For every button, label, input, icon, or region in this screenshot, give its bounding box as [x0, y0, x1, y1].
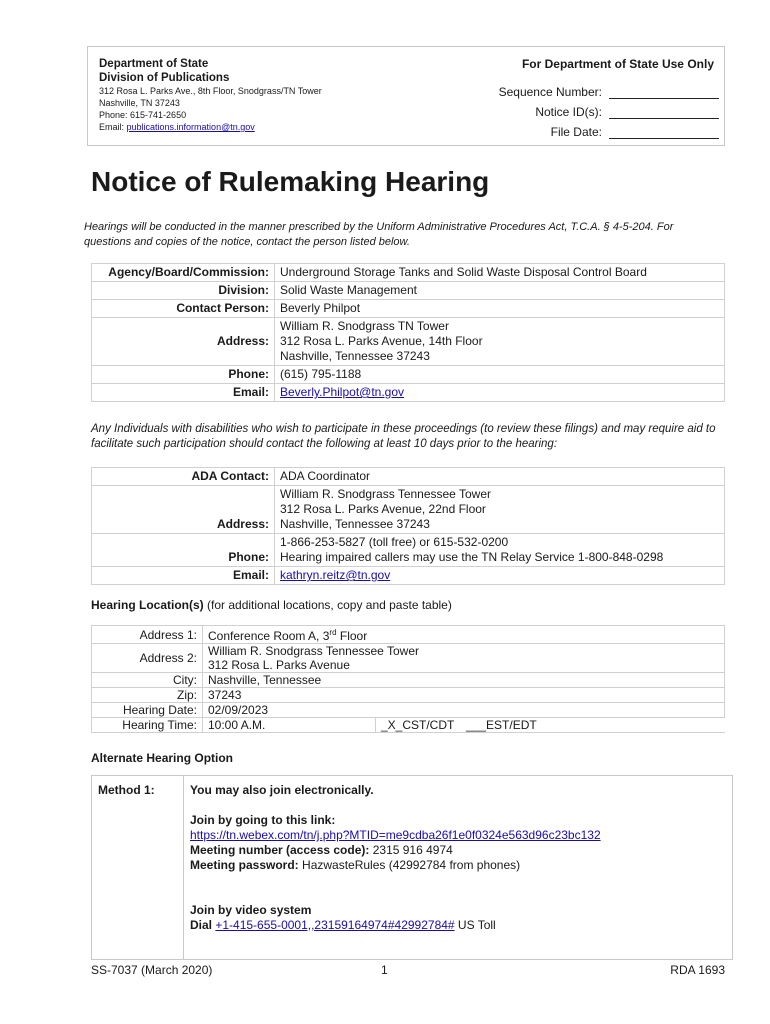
address2-label: Address 2:: [92, 644, 203, 673]
form-number: SS-7037 (March 2020): [91, 963, 213, 977]
contact-address-line2: 312 Rosa L. Parks Avenue, 14th Floor: [280, 334, 483, 348]
agency-label: Agency/Board/Commission:: [92, 264, 275, 282]
file-date-row: [479, 119, 719, 139]
contact-person-label: Contact Person:: [92, 300, 275, 318]
office-use-title: For Department of State Use Only: [521, 57, 714, 71]
meeting-number-row: [190, 843, 730, 858]
cst-option[interactable]: _X_CST/CDT: [381, 718, 455, 732]
meeting-password-row: [190, 858, 730, 873]
contact-phone-label: Phone:: [92, 366, 275, 384]
table-row: [92, 264, 725, 282]
ada-address-label: Address:: [92, 486, 275, 534]
hearing-location-table: [91, 625, 725, 733]
hearing-location-heading-note: (for additional locations, copy and paste table): [203, 598, 452, 612]
table-row: [92, 718, 725, 733]
file-date-field[interactable]: [609, 125, 719, 139]
table-row: [92, 644, 725, 673]
zip-label: Zip:: [92, 688, 203, 703]
webex-link[interactable]: https://tn.webex.com/tn/j.php?MTID=me9cdba26f1e0f0324e563d96c23bc132: [190, 828, 601, 842]
division-name: Division of Publications: [99, 72, 230, 84]
method-1-content: [190, 783, 730, 933]
contact-person-value: Beverly Philpot: [275, 300, 725, 318]
dial-rest: US Toll: [454, 918, 496, 932]
hearing-location-heading: [91, 598, 452, 612]
division-label: Division:: [92, 282, 275, 300]
contact-email-link[interactable]: Beverly.Philpot@tn.gov: [280, 385, 405, 399]
hearing-date-value: 02/09/2023: [203, 703, 725, 718]
table-row: [92, 626, 725, 644]
video-system-label: Join by video system: [190, 903, 312, 917]
dial-link[interactable]: +1-415-655-0001,,23159164974#42992784#: [215, 918, 455, 932]
publisher-email-row: [99, 121, 322, 133]
ada-address-line3: Nashville, Tennessee 37243: [280, 517, 430, 531]
department-name: Department of State: [99, 58, 209, 70]
hearing-time-value: 10:00 A.M.: [203, 718, 376, 733]
address1-value: [203, 626, 725, 644]
contact-address-label: Address:: [92, 318, 275, 366]
notice-id-label: Notice ID(s):: [535, 105, 602, 119]
table-row: [92, 282, 725, 300]
dial-label: Dial: [190, 918, 213, 932]
agency-value: Underground Storage Tanks and Solid Waste Disposal Control Board: [275, 264, 725, 282]
contact-email-cell: [275, 384, 725, 402]
intro-text: Hearings will be conducted in the manner prescribed by the Uniform Administrative Procedures Act, T.C.A. § 4-5-204. For questions and copies of the notice, contact the person listed below.: [84, 221, 674, 248]
contact-email-label: Email:: [92, 384, 275, 402]
address2-line1: William R. Snodgrass Tennessee Tower: [208, 644, 419, 658]
publisher-phone: Phone: 615-741-2650: [99, 110, 187, 120]
address1-value-post: Floor: [336, 629, 368, 643]
file-date-label: File Date:: [550, 125, 602, 139]
ada-table: [91, 467, 725, 585]
ada-address-line2: 312 Rosa L. Parks Avenue, 22nd Floor: [280, 502, 486, 516]
ada-email-link[interactable]: kathryn.reitz@tn.gov: [280, 568, 391, 582]
ada-paragraph: Any Individuals with disabilities who wish to participate in these proceedings (to review these filings) and may require aid to facilitate such participation should contact the following at least 10 days prior to the hearing:: [91, 423, 716, 450]
table-row: [92, 468, 725, 486]
publisher-address-line1: 312 Rosa L. Parks Ave., 8th Floor, Snodgrass/TN Tower: [99, 86, 322, 96]
meeting-password-label: Meeting password:: [190, 858, 299, 872]
address1-superscript: rd: [329, 628, 337, 637]
meeting-number-value: 2315 916 4974: [369, 843, 453, 857]
table-row: [92, 384, 725, 402]
notice-id-row: [479, 99, 719, 119]
table-row: [92, 703, 725, 718]
address2-line2: 312 Rosa L. Parks Avenue: [208, 658, 350, 672]
ada-address-value: [275, 486, 725, 534]
ada-contact-label: ADA Contact:: [92, 468, 275, 486]
sequence-number-row: [479, 79, 719, 99]
address1-value-pre: Conference Room A, 3: [208, 629, 330, 643]
notice-id-field[interactable]: [609, 105, 719, 119]
agency-table: [91, 263, 725, 402]
ada-phone-line2: Hearing impaired callers may use the TN Relay Service 1-800-848-0298: [280, 550, 664, 564]
table-row: [92, 300, 725, 318]
ada-phone-label: Phone:: [92, 534, 275, 567]
header-box: [87, 46, 725, 146]
contact-address-line3: Nashville, Tennessee 37243: [280, 349, 430, 363]
hearing-time-label: Hearing Time:: [92, 718, 203, 733]
method-1-box: [91, 775, 733, 960]
meeting-password-value: HazwasteRules (42992784 from phones): [298, 858, 521, 872]
est-option[interactable]: ___EST/EDT: [466, 718, 537, 732]
contact-address-value: [275, 318, 725, 366]
hearing-date-label: Hearing Date:: [92, 703, 203, 718]
table-row: [92, 567, 725, 585]
table-row: [92, 366, 725, 384]
ada-email-cell: [275, 567, 725, 585]
hearing-location-heading-bold: Hearing Location(s): [91, 598, 204, 612]
address2-value: [203, 644, 725, 673]
zip-value: 37243: [203, 688, 725, 703]
table-row: [92, 486, 725, 534]
publisher-info: [99, 57, 322, 133]
contact-phone-value: (615) 795-1188: [275, 366, 725, 384]
join-link-label: Join by going to this link:: [190, 813, 336, 827]
page-title: Notice of Rulemaking Hearing: [91, 166, 490, 197]
ada-phone-value: [275, 534, 725, 567]
office-use-panel: [479, 57, 719, 139]
ada-address-line1: William R. Snodgrass Tennessee Tower: [280, 487, 491, 501]
contact-address-line1: William R. Snodgrass TN Tower: [280, 319, 449, 333]
dial-row: [190, 918, 730, 933]
page-number: 1: [381, 963, 388, 977]
ada-contact-value: ADA Coordinator: [275, 468, 725, 486]
time-zone-cell: [376, 718, 725, 733]
publisher-email-label: Email:: [99, 122, 127, 132]
join-electronically-text: You may also join electronically.: [190, 783, 374, 797]
publisher-email-link[interactable]: publications.information@tn.gov: [126, 122, 255, 132]
table-row: [92, 688, 725, 703]
method-divider: [183, 776, 184, 959]
division-value: Solid Waste Management: [275, 282, 725, 300]
table-row: [92, 673, 725, 688]
city-label: City:: [92, 673, 203, 688]
table-row: [92, 534, 725, 567]
publisher-address-line2: Nashville, TN 37243: [99, 98, 180, 108]
ada-phone-line1: 1-866-253-5827 (toll free) or 615-532-0200: [280, 535, 509, 549]
ada-email-label: Email:: [92, 567, 275, 585]
sequence-number-label: Sequence Number:: [498, 85, 602, 99]
table-row: [92, 318, 725, 366]
address1-label: Address 1:: [92, 626, 203, 644]
alternate-hearing-heading: Alternate Hearing Option: [91, 751, 234, 765]
method-1-label: Method 1:: [98, 783, 155, 797]
meeting-number-label: Meeting number (access code):: [190, 843, 370, 857]
rda-number: RDA 1693: [670, 963, 725, 977]
sequence-number-field[interactable]: [609, 85, 719, 99]
city-value: Nashville, Tennessee: [203, 673, 725, 688]
